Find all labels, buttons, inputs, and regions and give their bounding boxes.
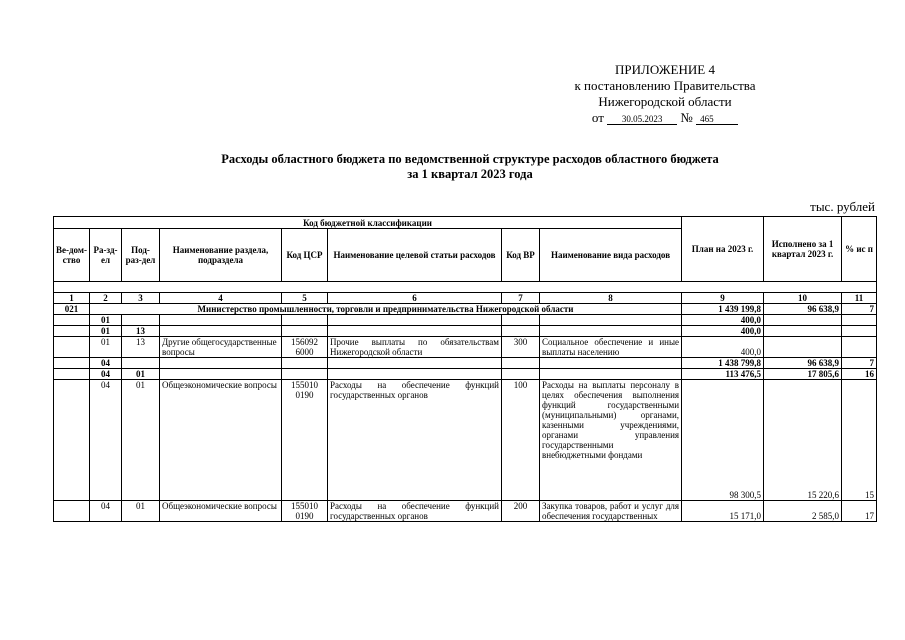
cell-plan: 400,0 — [682, 326, 764, 337]
cell-plan: 15 171,0 — [682, 501, 764, 522]
table-row — [54, 358, 877, 369]
from-label: от — [591, 110, 604, 125]
appendix-title: ПРИЛОЖЕНИЕ 4 — [615, 62, 715, 77]
document-title — [60, 152, 880, 182]
title-line-1: Расходы областного бюджета по ведомственной структуре расходов областного бюджета — [221, 152, 719, 166]
cell-razdel: 04 — [90, 501, 122, 522]
cell-fact: 2 585,0 — [764, 501, 842, 522]
cell-plan: 98 300,5 — [682, 380, 764, 501]
cell-pct: 17 — [842, 501, 877, 522]
header-ved: Ве-дом-ство — [54, 229, 90, 282]
cell-csr: 155010 0190 — [282, 501, 328, 522]
decree-number: 465 — [696, 114, 738, 125]
colnum-8: 8 — [540, 293, 682, 304]
cell-ved: 021 — [54, 304, 90, 315]
table-row — [54, 304, 877, 315]
table-row — [54, 315, 877, 326]
cell-razdel: 04 — [90, 380, 122, 501]
cell-naim-razdel: Общеэкономические вопросы — [160, 501, 282, 522]
table-row — [54, 326, 877, 337]
appendix-decree: к постановлению Правительства — [574, 78, 756, 93]
header-vr: Код ВР — [502, 229, 540, 282]
decree-date: 30.05.2023 — [607, 114, 677, 125]
units-label: тыс. рублей — [810, 199, 875, 214]
cell-naim-razdel: Другие общегосударственные вопросы — [160, 337, 282, 358]
cell-naim-csr: Прочие выплаты по обязательствам Нижегородской области — [328, 337, 502, 358]
cell-fact: 96 638,9 — [764, 358, 842, 369]
cell-razdel: 04 — [90, 358, 122, 369]
colnum-11: 11 — [842, 293, 877, 304]
cell-plan: 113 476,5 — [682, 369, 764, 380]
cell-podrazdel: 01 — [122, 369, 160, 380]
cell-plan: 400,0 — [682, 315, 764, 326]
column-numbers-row — [54, 293, 877, 304]
cell-naim-razdel: Общеэкономические вопросы — [160, 380, 282, 501]
number-sign: № — [680, 110, 693, 125]
cell-naim-csr: Расходы на обеспечение функций государственных органов — [328, 501, 502, 522]
header-naim-vr: Наименование вида расходов — [540, 229, 682, 282]
header-plan: План на 2023 г. — [682, 217, 764, 282]
cell-plan: 1 438 799,8 — [682, 358, 764, 369]
cell-fact: 96 638,9 — [764, 304, 842, 315]
cell-csr: 156092 6000 — [282, 337, 328, 358]
cell-pct: 7 — [842, 304, 877, 315]
cell-naim-csr: Расходы на обеспечение функций государственных органов — [328, 380, 502, 501]
header-naim-csr: Наименование целевой статьи расходов — [328, 229, 502, 282]
cell-vr: 200 — [502, 501, 540, 522]
header-group: Код бюджетной классификации — [54, 217, 682, 229]
header-csr: Код ЦСР — [282, 229, 328, 282]
table-row — [54, 337, 877, 358]
cell-naim-vr: Закупка товаров, работ и услуг для обеспечения государственных — [540, 501, 682, 522]
cell-razdel: 01 — [90, 315, 122, 326]
colnum-3: 3 — [122, 293, 160, 304]
cell-pct: 15 — [842, 380, 877, 501]
cell-razdel: 01 — [90, 337, 122, 358]
cell-naim-vr: Социальное обеспечение и иные выплаты населению — [540, 337, 682, 358]
cell-podrazdel: 13 — [122, 326, 160, 337]
header-podrazdel: Под-раз-дел — [122, 229, 160, 282]
cell-pct: 7 — [842, 358, 877, 369]
cell-razdel: 01 — [90, 326, 122, 337]
colnum-9: 9 — [682, 293, 764, 304]
table-row — [54, 380, 877, 501]
header-naim-razdel: Наименование раздела, подраздела — [160, 229, 282, 282]
cell-ministry-name: Министерство промышленности, торговли и предпринимательства Нижегородской области — [90, 304, 682, 315]
colnum-7: 7 — [502, 293, 540, 304]
header-pct: % ис п — [842, 217, 877, 282]
cell-vr: 300 — [502, 337, 540, 358]
colnum-2: 2 — [90, 293, 122, 304]
header-razdel: Ра-зд-ел — [90, 229, 122, 282]
cell-naim-vr: Расходы на выплаты персоналу в целях обеспечения выполнения функций государственными (муниципальными) органами, казенными учреждениями, органами управления государственными внебюджетными фондами — [540, 380, 682, 501]
cell-podrazdel: 13 — [122, 337, 160, 358]
title-line-2: за 1 квартал 2023 года — [407, 167, 533, 181]
cell-csr: 155010 0190 — [282, 380, 328, 501]
cell-fact: 17 805,6 — [764, 369, 842, 380]
table-row — [54, 369, 877, 380]
budget-table — [53, 216, 877, 522]
appendix-date-line — [520, 110, 810, 126]
colnum-10: 10 — [764, 293, 842, 304]
cell-fact: 15 220,6 — [764, 380, 842, 501]
cell-podrazdel: 01 — [122, 380, 160, 501]
table-row — [54, 501, 877, 522]
header-fact: Исполнено за 1 квартал 2023 г. — [764, 217, 842, 282]
cell-pct: 16 — [842, 369, 877, 380]
cell-vr: 100 — [502, 380, 540, 501]
cell-plan: 400,0 — [682, 337, 764, 358]
cell-podrazdel: 01 — [122, 501, 160, 522]
appendix-block — [520, 62, 810, 126]
colnum-5: 5 — [282, 293, 328, 304]
colnum-1: 1 — [54, 293, 90, 304]
cell-razdel: 04 — [90, 369, 122, 380]
colnum-4: 4 — [160, 293, 282, 304]
appendix-region: Нижегородской области — [598, 94, 732, 109]
cell-plan: 1 439 199,8 — [682, 304, 764, 315]
colnum-6: 6 — [328, 293, 502, 304]
